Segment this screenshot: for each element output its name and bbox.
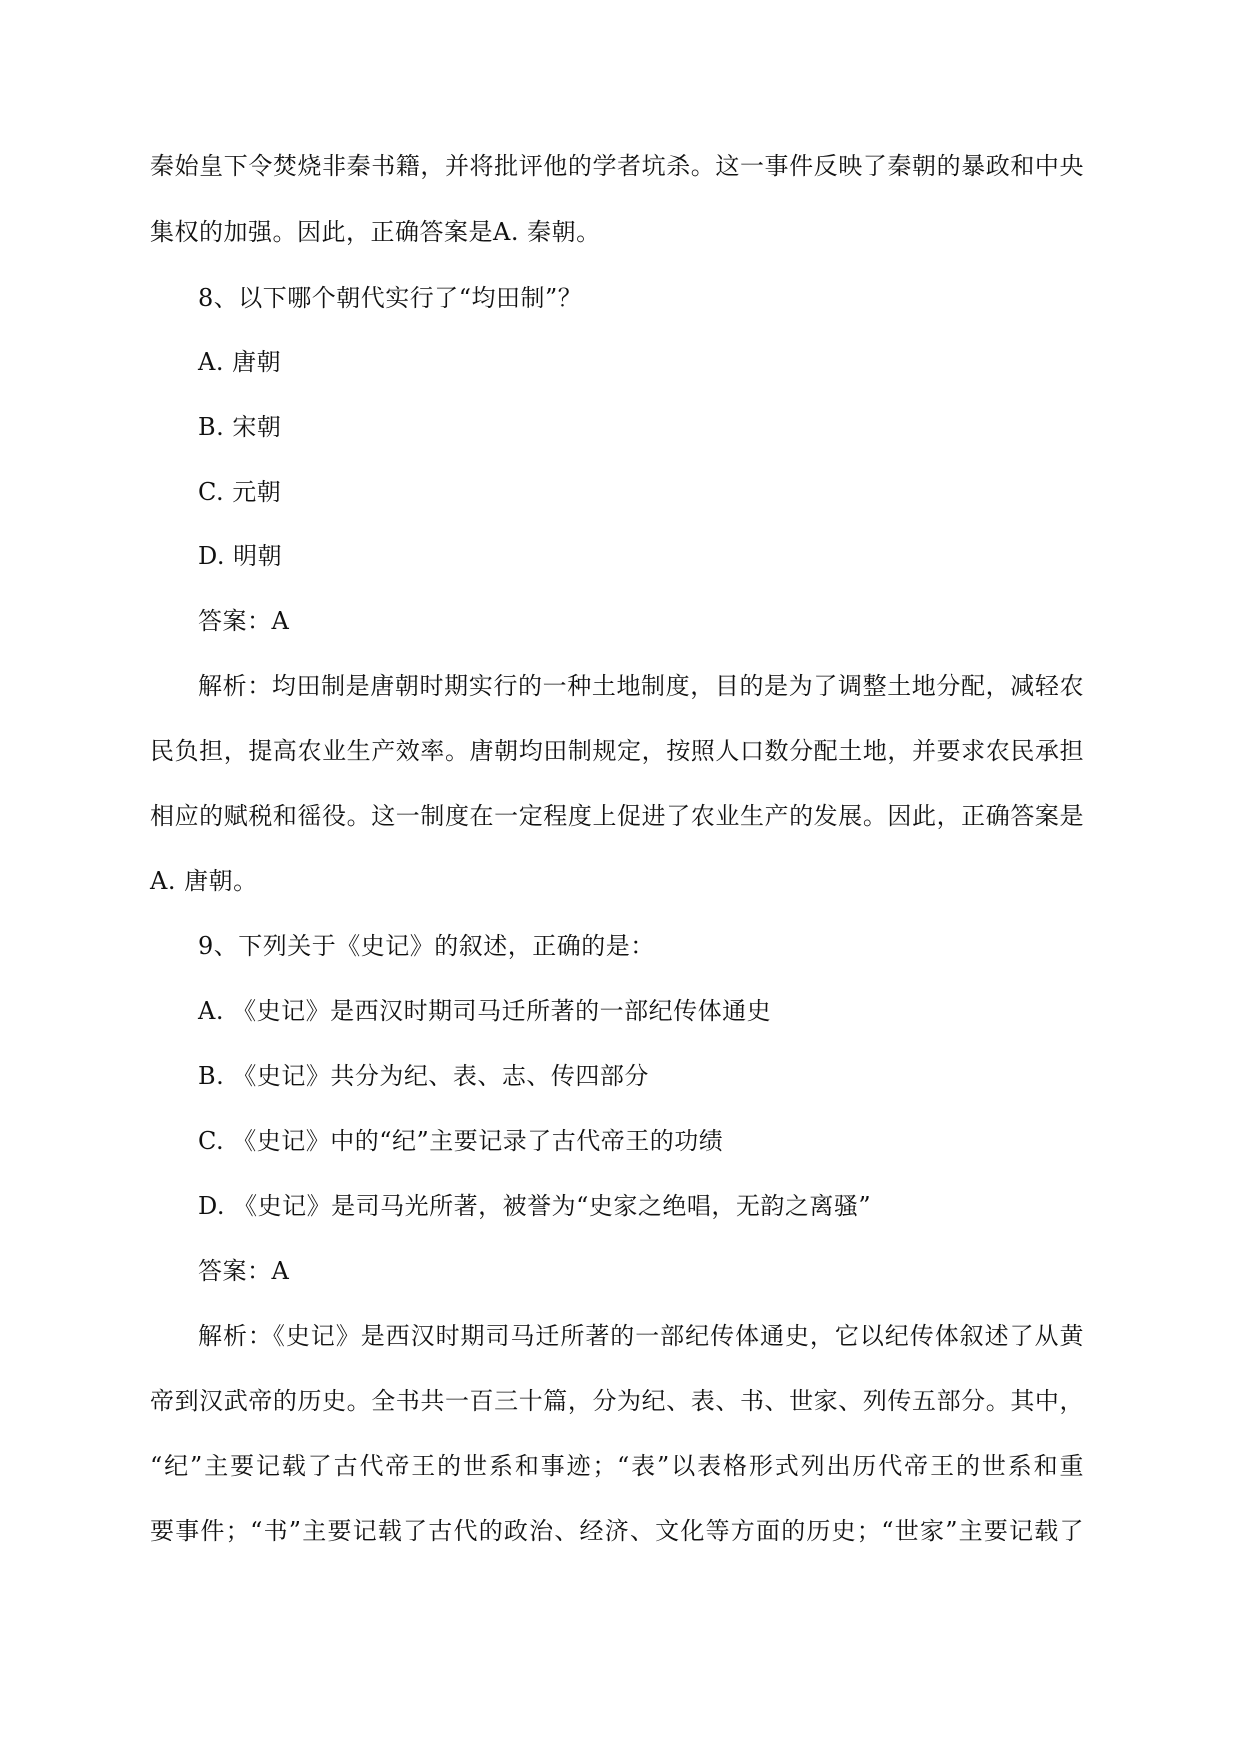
paragraph-line: 集权的加强。因此，正确答案是A. 秦朝。 bbox=[150, 218, 601, 246]
q8-option-c: C. 元朝 bbox=[198, 478, 282, 506]
question-9-stem: 9、下列关于《史记》的叙述，正确的是： bbox=[198, 932, 655, 960]
q9-option-c: C. 《史记》中的“纪”主要记录了古代帝王的功绩 bbox=[198, 1127, 724, 1155]
q8-explanation-line: A. 唐朝。 bbox=[150, 867, 258, 895]
paragraph-line: 秦始皇下令焚烧非秦书籍，并将批评他的学者坑杀。这一事件反映了秦朝的暴政和中央 bbox=[150, 152, 1084, 180]
q8-explanation-line: 解析：均田制是唐朝时期实行的一种土地制度，目的是为了调整土地分配，减轻农 bbox=[198, 672, 1084, 700]
q9-answer: 答案：A bbox=[198, 1257, 290, 1285]
q8-option-b: B. 宋朝 bbox=[198, 413, 282, 441]
q8-option-d: D. 明朝 bbox=[198, 542, 283, 570]
question-8-stem: 8、以下哪个朝代实行了“均田制”？ bbox=[198, 284, 583, 312]
q9-explanation-line: “纪”主要记载了古代帝王的世系和事迹；“表”以表格形式列出历代帝王的世系和重 bbox=[150, 1452, 1084, 1480]
q9-option-d: D. 《史记》是司马光所著，被誉为“史家之绝唱，无韵之离骚” bbox=[198, 1192, 872, 1220]
q8-option-a: A. 唐朝 bbox=[198, 348, 282, 376]
q9-explanation-line: 帝到汉武帝的历史。全书共一百三十篇，分为纪、表、书、世家、列传五部分。其中， bbox=[150, 1387, 1084, 1415]
q8-explanation-line: 民负担，提高农业生产效率。唐朝均田制规定，按照人口数分配土地，并要求农民承担 bbox=[150, 737, 1084, 765]
q8-explanation-line: 相应的赋税和徭役。这一制度在一定程度上促进了农业生产的发展。因此，正确答案是 bbox=[150, 802, 1084, 830]
q9-explanation-line: 要事件；“书”主要记载了古代的政治、经济、文化等方面的历史；“世家”主要记载了 bbox=[150, 1517, 1084, 1545]
q9-explanation-line: 解析：《史记》是西汉时期司马迁所著的一部纪传体通史，它以纪传体叙述了从黄 bbox=[198, 1322, 1084, 1350]
q8-answer: 答案：A bbox=[198, 607, 290, 635]
q9-option-a: A. 《史记》是西汉时期司马迁所著的一部纪传体通史 bbox=[198, 997, 772, 1025]
q9-option-b: B. 《史记》共分为纪、表、志、传四部分 bbox=[198, 1062, 649, 1090]
